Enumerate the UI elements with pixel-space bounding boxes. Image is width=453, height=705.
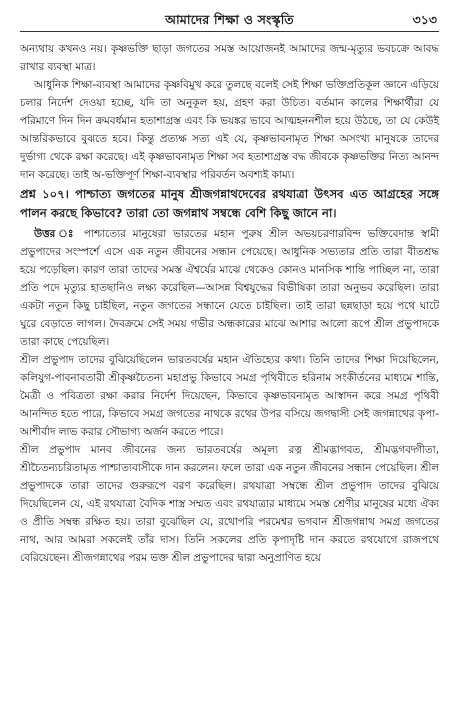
paragraph: শ্রীল প্রভুপাদ মানব জীবনের জন্য ভারতবর্ষের অমূল্য রত্ন শ্রীমদ্ভাগবত, শ্রীমদ্ভগবদ্গীতা, শ্রীচৈতন্যচরিতামৃত পাশ্চাত্যবাসীকে দান করলেন। ফলে তারা এক নতুন জীবনের সন্ধান পেয়েছিল। শ্রীল প্রভুপাদকে তারা তাদের গুরুরূপে বরণ করেছিল। রথযাত্রা সম্বন্ধে শ্রীল প্রভুপাদ তাদের বুঝিয়ে দিয়েছিলেন যে, এই রথযাত্রা বৈদিক শাস্ত্র সম্মত এবং রথযাত্রার মাধ্যমে সমস্ত শ্রেণীর মানুষের মধ্যে ঐক্য ও প্রীতি সম্বন্ধ রক্ষিত হয়। তারা বুঝেছিল যে, রথোপরি পরমেশ্বর ভগবান শ্রীজগন্নাথ সমগ্র জগতের নাথ, আর আমরা সকলেই তাঁর দাস। তিনি সকলের প্রতি কৃপাদৃষ্টি দান করতে রথযোগে রাজপথে বেরিয়েছেন। শ্রীজগন্নাথের পরম ভক্ত শ্রীল প্রভুপাদের দ্বারা অনুপ্রাণিত হয়ে — [20, 444, 439, 564]
question-label: প্রশ্ন ১০৭। — [20, 187, 69, 201]
paragraph: শ্রীল প্রভুপাদ তাদের বুঝিয়েছিলেন ভারতবর্ষের মহান ঐতিহ্যের কথা। তিনি তাদের শিক্ষা দিয়েছিলেন, কলিযুগ-পাবনাবতারী শ্রীকৃষ্ণচৈতন্য মহাপ্রভু কিভাবে সমগ্র পৃথিবীতে হরিনাম সংকীর্তনের মাধ্যমে শান্তি, মৈত্রী ও পবিত্রতা রক্ষা করার নির্দেশ দিয়েছেন, কিভাবে কৃষ্ণভাবনামৃত আস্বাদন করে সমগ্র পৃথিবী আনন্দিত হতে পারে, কিভাবে সমগ্র জগতের নাথকে রথের উপর বসিয়ে জগদ্বাসী সেই জগন্নাথের কৃপা-আশীর্বাদ লাভ করার সৌভাগ্য অর্জন করতে পারে। — [20, 354, 439, 438]
running-header — [20, 8, 439, 30]
page-body — [20, 40, 439, 567]
question — [20, 185, 439, 223]
answer — [20, 225, 439, 351]
page-number: ৩১৩ — [412, 12, 437, 27]
chapter-title: আমাদের শিক্ষা ও সংস্কৃতি — [165, 12, 294, 27]
answer-text: পাশ্চাত্যের মানুষেরা ভারতের মহান পুরুষ শ্রীল অভয়চরণারবিন্দ ভক্তিবেদান্ত স্বামী প্রভুপাদের সংস্পর্শে এসে এক নতুন জীবনের সন্ধান পেয়েছে। আধুনিক সভ্যতার প্রতি তারা বীতশ্রদ্ধ হয়ে পড়েছিল। কারণ তারা তাদের সমস্ত ঐশ্বর্যের মাঝে থেকেও কোনও মানসিক শান্তি পাচ্ছিল না, তারা প্রতি পদে মৃত্যুর হাতছানিও লক্ষ্য করেছিল—আসন্ন বিশ্বযুদ্ধের বিভীষিকা তারা অনুভব করেছিল। তারা একটা নতুন কিছু চাইছিল, নতুন জগতের সন্ধানে যেতে চাইছিল। তাই তারা ছন্নছাড়া হয়ে পথে ঘাটে ঘুরে বেড়াতে লাগল। দৈবক্রমে সেই সময় গভীর অন্ধকারের মাঝে আশার আলো রূপে শ্রীল প্রভুপাদকে তারা কাছে পেয়েছিল। — [20, 228, 439, 348]
paragraph: আধুনিক শিক্ষা-ব্যবস্থা আমাদের কৃষ্ণবিমুখ করে তুলছে বলেই সেই শিক্ষা ভক্তিপ্রতিকূল জ্ঞানে এড়িয়ে চলার নির্দেশ দেওয়া হচ্ছে, যদি তা অনুকূল হয়, গ্রহণ করা উচিত। বর্তমান কালের শিক্ষার্থীরা যে পরিমাণে দিন দিন ক্রমবর্ধমান হতাশাগ্রস্ত এবং কি ভয়ঙ্কর ভাবে আত্মহননশীল হয়ে উঠছে, তা যে কেউই আন্তরিকভাবে বুঝতে হবে। কিন্তু প্রত্যক্ষ সত্য এই যে, কৃষ্ণভাবনামৃত শিক্ষা অসংখ্য মানুষকে তাদের দুর্ভাগ্য থেকে রক্ষা করেছে। এই কৃষ্ণভাবনামৃত শিক্ষা সব হতাশাগ্রস্ত বদ্ধ জীবকে কৃষ্ণভক্তির নিত্য আনন্দ দান করেছে। তাই অ-ভক্তিপূর্ণ শিক্ষা-ব্যবস্থার পরিবর্তন অবশ্যই কাম্য। — [20, 79, 439, 181]
question-text: পাশ্চাত্য জগতের মানুষ শ্রীজগন্নাথদেবের রথযাত্রা উৎসব এত আগ্রহের সঙ্গে পালন করছে কিভাবে? তারা তো জগন্নাথ সম্বন্ধে বেশি কিছু জানে না। — [20, 187, 439, 220]
paragraph: অন্যথায় কখনও নয়। কৃষ্ণভক্তি ছাড়া জগতের সমস্ত আয়োজনই আমাদের জন্ম-মৃত্যুর ভবচক্রে আবদ্ধ রাখার ব্যবস্থা মাত্র। — [20, 43, 439, 73]
header-rule — [20, 31, 439, 32]
answer-label: উত্তর ঃ — [34, 228, 77, 240]
